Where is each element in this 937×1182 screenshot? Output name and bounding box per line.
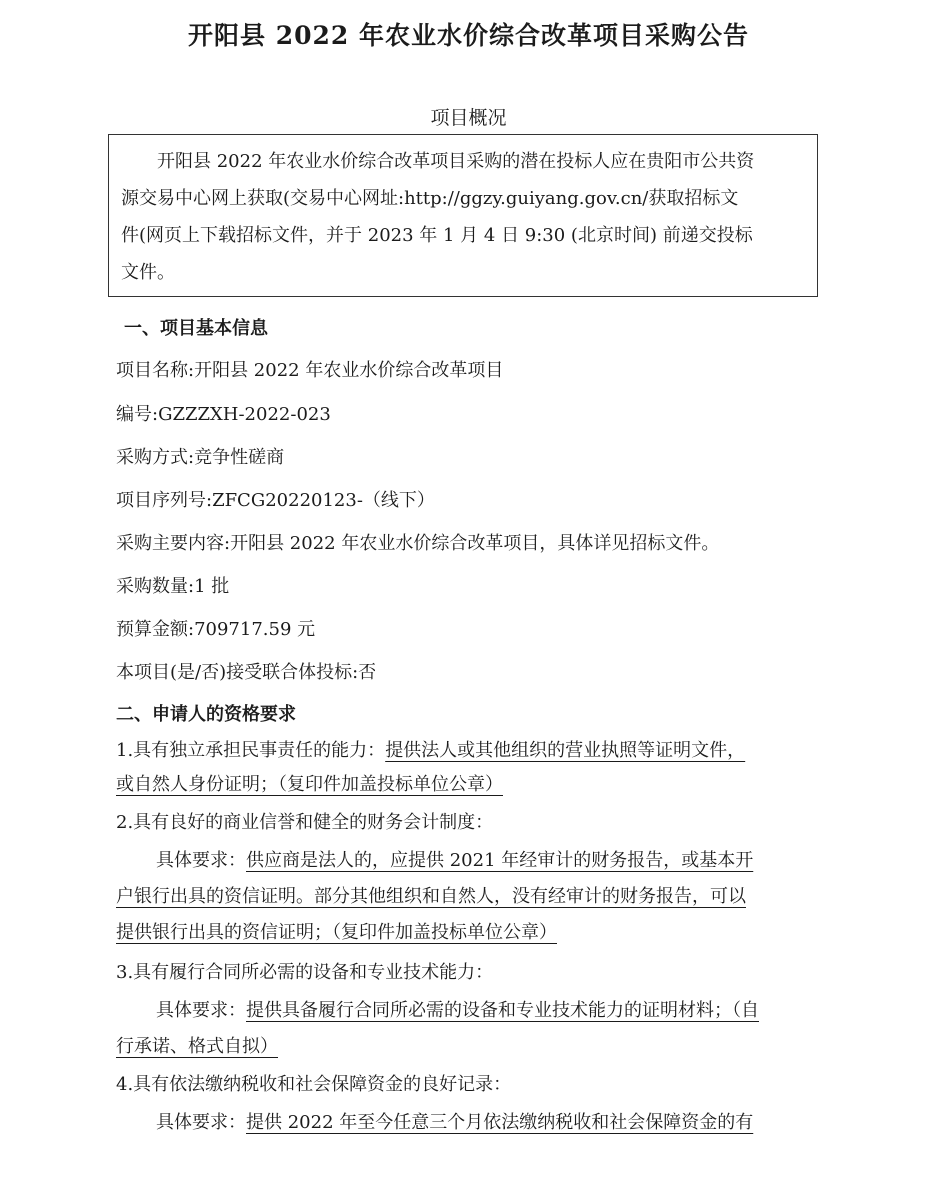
requirement-1 (116, 736, 745, 762)
requirement-2-text: 供应商是法人的，应提供 2021 年经审计的财务报告，或基本开 (246, 850, 754, 871)
procurement-content: 采购主要内容:开阳县 2022 年农业水价综合改革项目，具体详见招标文件。 (116, 533, 720, 554)
section2-heading: 二、申请人的资格要求 (116, 704, 296, 725)
requirement-1-text: 提供法人或其他组织的营业执照等证明文件， (385, 740, 746, 761)
requirement-2-cont (116, 918, 557, 944)
overview-line: 文件。 (121, 262, 175, 283)
detail-label: 具体要求： (156, 1000, 246, 1021)
requirement-2-text: 提供银行出具的资信证明；（复印件加盖投标单位公章） (116, 922, 557, 943)
requirement-2-cont (116, 882, 746, 908)
requirement-4-detail (156, 1108, 753, 1134)
requirement-1-text: 或自然人身份证明；（复印件加盖投标单位公章） (116, 774, 503, 795)
overview-line: 开阳县 2022 年农业水价综合改革项目采购的潜在投标人应在贵阳市公共资 (157, 151, 755, 172)
procurement-method: 采购方式:竞争性磋商 (116, 447, 285, 468)
overview-line: 件(网页上下载招标文件，并于 2023 年 1 月 4 日 9:30 (北京时间) 前递交投标 (121, 225, 753, 246)
requirement-3-detail (156, 996, 759, 1022)
requirement-4: 4.具有依法缴纳税收和社会保障资金的良好记录： (116, 1074, 512, 1095)
overview-heading: 项目概况 (430, 107, 507, 129)
project-serial: 项目序列号:ZFCG20220123-（线下） (116, 490, 435, 511)
requirement-3-text: 行承诺、格式自拟） (116, 1036, 278, 1057)
procurement-quantity: 采购数量:1 批 (116, 576, 230, 597)
overview-line: 源交易中心网上获取(交易中心网址:http://ggzy.guiyang.gov.cn/获取招标文 (121, 188, 739, 209)
requirement-1-label: 1.具有独立承担民事责任的能力： (116, 740, 386, 761)
requirement-2: 2.具有良好的商业信誉和健全的财务会计制度： (116, 812, 494, 833)
requirement-4-text: 提供 2022 年至今任意三个月依法缴纳税收和社会保障资金的有 (246, 1112, 754, 1133)
section1-heading: 一、项目基本信息 (124, 318, 268, 339)
requirement-3-text: 提供具备履行合同所必需的设备和专业技术能力的证明材料；（自 (246, 1000, 759, 1021)
document-title: 开阳县 2022 年农业水价综合改革项目采购公告 (188, 21, 749, 50)
project-name: 项目名称:开阳县 2022 年农业水价综合改革项目 (116, 360, 504, 381)
detail-label: 具体要求： (156, 1112, 246, 1133)
requirement-2-detail (156, 846, 753, 872)
budget-amount: 预算金额:709717.59 元 (116, 619, 316, 640)
requirement-3-cont (116, 1032, 278, 1058)
project-number: 编号:GZZZXH-2022-023 (116, 404, 331, 425)
joint-bid: 本项目(是/否)接受联合体投标:否 (116, 662, 377, 683)
overview-box (108, 134, 818, 297)
requirement-1-cont (116, 770, 503, 796)
requirement-2-text: 户银行出具的资信证明。部分其他组织和自然人，没有经审计的财务报告，可以 (116, 886, 746, 907)
requirement-3: 3.具有履行合同所必需的设备和专业技术能力： (116, 962, 494, 983)
detail-label: 具体要求： (156, 850, 246, 871)
